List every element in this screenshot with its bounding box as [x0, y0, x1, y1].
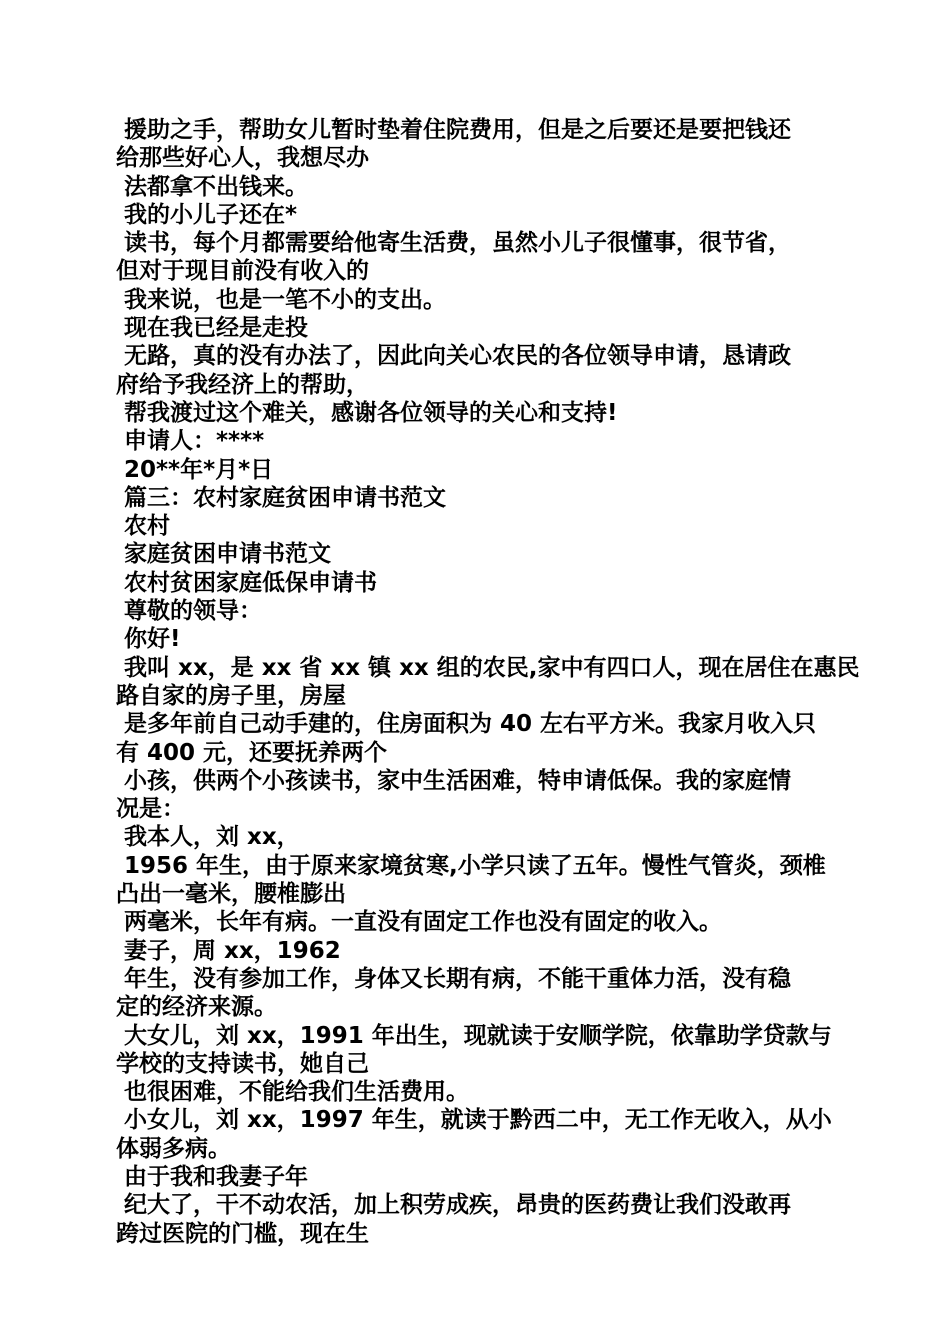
text-line: 年生，没有参加工作，身体又长期有病，不能干重体力活，没有稳	[116, 965, 792, 992]
document-body	[116, 116, 860, 1248]
text-line: 1956 年生，由于原来家境贫寒,小学只读了五年。慢性气管炎，颈椎	[116, 852, 826, 879]
date-line: 20**年*月*日	[116, 456, 274, 483]
text-line: 由于我和我妻子年	[116, 1163, 309, 1190]
text-line: 给那些好心人，我想尽办	[116, 145, 369, 172]
text-line: 法都拿不出钱来。	[116, 173, 309, 200]
text-line: 体弱多病。	[116, 1135, 231, 1162]
text-line: 大女儿，刘 xx，1991 年出生，现就读于安顺学院，依靠助学贷款与	[116, 1022, 832, 1049]
text-line: 凸出一毫米，腰椎膨出	[116, 881, 346, 908]
text-line: 农村	[116, 513, 171, 540]
text-line: 我本人，刘 xx，	[116, 824, 300, 851]
text-line: 帮我渡过这个难关，感谢各位领导的关心和支持!	[116, 399, 618, 426]
text-line: 现在我已经是走投	[116, 315, 309, 342]
text-line: 我的小儿子还在*	[116, 201, 298, 228]
text-line: 跨过医院的门槛，现在生	[116, 1220, 369, 1247]
text-line: 读书，每个月都需要给他寄生活费，虽然小儿子很懂事，很节省，	[116, 230, 792, 257]
text-line: 况是：	[116, 796, 185, 823]
text-line: 学校的支持读书，她自己	[116, 1050, 369, 1077]
text-line: 定的经济来源。	[116, 994, 277, 1021]
text-line: 妻子，周 xx，1962	[116, 937, 341, 964]
text-line: 两毫米，长年有病。一直没有固定工作也没有固定的收入。	[116, 909, 723, 936]
text-line: 无路，真的没有办法了，因此向关心农民的各位领导申请，恳请政	[116, 343, 792, 370]
text-line: 援助之手，帮助女儿暂时垫着住院费用，但是之后要还是要把钱还	[116, 117, 792, 143]
text-line: 家庭贫困申请书范文	[116, 541, 332, 568]
text-line: 但对于现目前没有收入的	[116, 258, 369, 285]
letter-title: 农村贫困家庭低保申请书	[116, 569, 378, 596]
text-line: 是多年前自己动手建的，住房面积为 40 左右平方米。我家月收入只	[116, 711, 817, 738]
text-line: 路自家的房子里，房屋	[116, 682, 346, 709]
section-heading: 篇三：农村家庭贫困申请书范文	[116, 484, 447, 511]
text-line: 有 400 元，还要抚养两个	[116, 739, 388, 766]
text-line: 纪大了，干不动农活，加上积劳成疾，昂贵的医药费让我们没敢再	[116, 1192, 792, 1219]
text-line: 也很困难，不能给我们生活费用。	[116, 1079, 470, 1106]
text-line: 府给予我经济上的帮助，	[116, 371, 369, 398]
salutation: 尊敬的领导：	[116, 598, 263, 625]
applicant-line: 申请人：****	[116, 428, 265, 455]
text-line: 小女儿，刘 xx，1997 年生，就读于黔西二中，无工作无收入，从小	[116, 1107, 832, 1134]
greeting: 你好!	[116, 626, 181, 653]
text-line: 我来说，也是一笔不小的支出。	[116, 286, 447, 313]
text-line: 我叫 xx，是 xx 省 xx 镇 xx 组的农民,家中有四口人，现在居住在惠民	[116, 654, 860, 681]
text-line: 小孩，供两个小孩读书，家中生活困难，特申请低保。我的家庭情	[116, 767, 792, 794]
